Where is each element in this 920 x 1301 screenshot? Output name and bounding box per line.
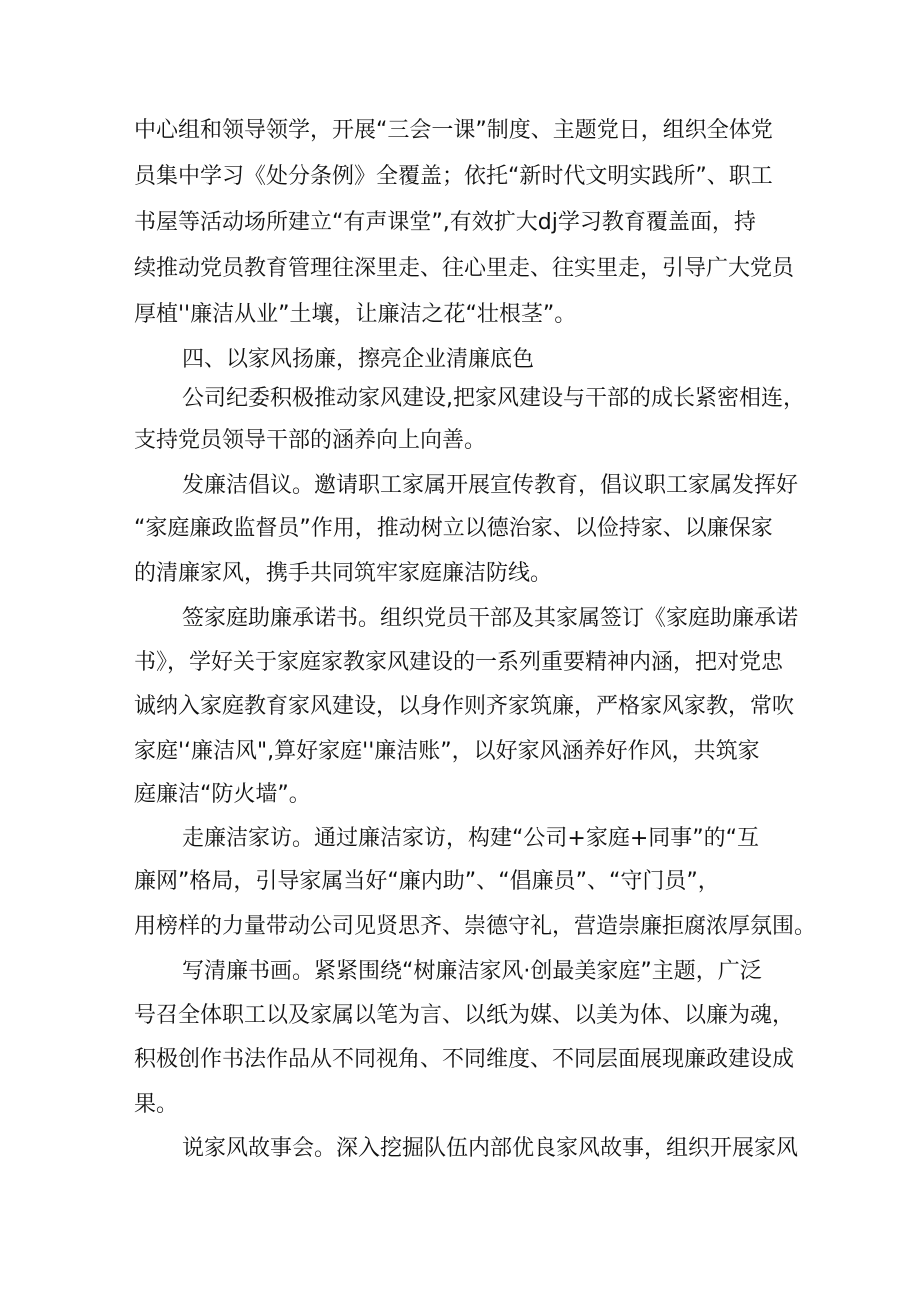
paragraph-first-line: 发廉洁倡议。邀请职工家属开展宣传教育，倡议职工家属发挥好	[182, 473, 799, 498]
text-line: 家庭'‘廉洁风",算好家庭''廉洁账”，以好家风涵养好作风，共筑家	[134, 739, 760, 764]
text-line: “家庭廉政监督员”作用，推动树立以德治家、以俭持家、以廉保家	[134, 516, 773, 541]
paragraph-first-line: 签家庭助廉承诺书。组织党员干部及其家属签订《家庭助廉承诺	[182, 606, 799, 631]
text-line: 用榜样的力量带动公司见贤思齐、崇德守礼，营造崇廉拒腐浓厚氛围。	[134, 914, 817, 939]
text-line: 厚植''廉洁从业”土壤，让廉洁之花“壮根茎”。	[134, 302, 577, 327]
text-line: 号召全体职工以及家属以笔为言、以纸为媒、以美为体、以廉为魂，	[134, 1003, 795, 1028]
text-line: 廉网”格局，引导家属当好“廉内助”、“倡廉员”、“守门员”，	[134, 869, 720, 894]
paragraph-first-line: 公司纪委积极推动家风建设,把家风建设与干部的成长紧密相连，	[182, 386, 805, 411]
text-line: 诚纳入家庭教育家风建设，以身作则齐家筑廉，严格家风家教，常吹	[134, 694, 795, 719]
text-line: 积极创作书法作品从不同视角、不同维度、不同层面展现廉政建设成	[134, 1047, 795, 1072]
text-line: 中心组和领导领学，开展“三会一课”制度、主题党日，组织全体党	[134, 118, 773, 143]
text-line: 的清廉家风，携手共同筑牢家庭廉洁防线。	[134, 561, 553, 586]
text-line: 续推动党员教育管理往深里走、往心里走、往实里走，引导广大党员	[134, 256, 795, 281]
paragraph-first-line: 写清廉书画。紧紧围绕“树廉洁家风·创最美家庭”主题，广泛	[182, 959, 762, 984]
text-line: 员集中学习《处分条例》全覆盖；依托“新时代文明实践所”、职工	[134, 164, 773, 189]
paragraph-first-line: 走廉洁家访。通过廉洁家访，构建“公司+家庭+同事”的“互	[182, 826, 760, 851]
text-line: 书》，学好关于家庭家教家风建设的一系列重要精神内涵，把对党忠	[134, 650, 784, 675]
text-line: 书屋等活动场所建立“有声课堂”,有效扩大dj学习教育覆盖面，持	[134, 210, 756, 235]
paragraph-first-line: 说家风故事会。深入挖掘队伍内部优良家风故事，组织开展家风	[182, 1136, 799, 1161]
text-line: 庭廉洁“防火墙”。	[134, 782, 311, 807]
text-line: 果。	[134, 1092, 179, 1117]
section-heading: 四、以家风扬廉，擦亮企业清廉底色	[182, 347, 535, 372]
text-line: 支持党员领导干部的涵养向上向善。	[134, 428, 487, 453]
